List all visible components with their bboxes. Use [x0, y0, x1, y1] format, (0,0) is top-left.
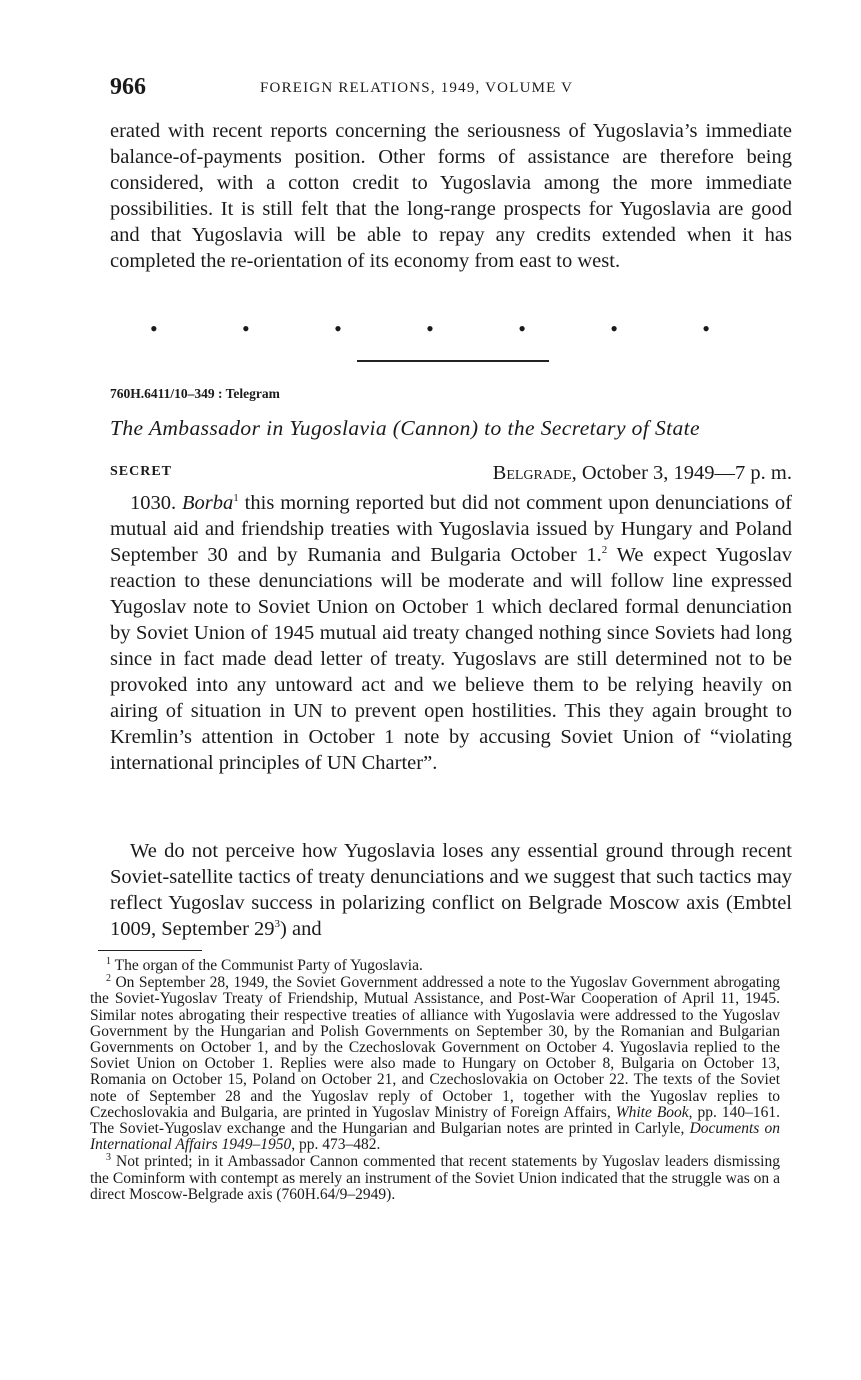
- ellipsis-dot: •: [518, 316, 526, 341]
- footnote-mark: 1: [106, 955, 111, 967]
- ellipsis-separator: [150, 316, 710, 342]
- ellipsis-dot: •: [426, 316, 434, 341]
- borba-title: Borba: [182, 492, 234, 514]
- citation-documents: Documents on International Affairs 1949–1950: [90, 1120, 780, 1154]
- footnote-ref-2[interactable]: 2: [601, 544, 608, 557]
- continuation-text: erated with recent reports concerning the seriousness of Yugoslavia’s immediate balance-of-payments position. Other forms of assistance are therefore being considered, with a cotton credit to Yugoslavia among the more immediate possibilities. It is still felt that the long-range prospects for Yugoslavia are good and that Yugoslavia will be able to repay any credits extended when it has completed the re-orientation of its economy from east to west.: [110, 120, 792, 272]
- paragraph-text: ) and: [280, 918, 322, 940]
- telegram-paragraph-1: [110, 490, 792, 776]
- footnote-rule: [98, 950, 202, 951]
- paragraph-text: We do not perceive how Yugoslavia loses any essential ground through recent Soviet-satellite tactics of treaty denunciations and we suggest that such tactics may reflect Yugoslav success in polarizing conflict on Belgrade Moscow axis (Embtel 1009, September 29: [110, 840, 792, 940]
- ellipsis-dot: •: [702, 316, 710, 341]
- footnote-1: [90, 955, 780, 974]
- footnote-text: Not printed; in it Ambassador Cannon commented that recent statements by Yugoslav leaders dismissing the Cominform with contempt as merely an instrument of the Soviet Union indicated that the struggle was on a direct Moscow-Belgrade axis (760H.64/9–2949).: [90, 1153, 780, 1203]
- document-title: The Ambassador in Yugoslavia (Cannon) to the Secretary of State: [110, 416, 700, 440]
- running-head: FOREIGN RELATIONS, 1949, VOLUME V: [260, 80, 574, 96]
- document-file-number: 760H.6411/10–349 : Telegram: [110, 386, 280, 401]
- ellipsis-dot: •: [610, 316, 618, 341]
- footnote-text: The organ of the Communist Party of Yugoslavia.: [111, 957, 423, 974]
- footnote-text: , pp. 473–482.: [291, 1136, 381, 1154]
- footnote-mark: 3: [106, 1152, 111, 1164]
- place: Belgrade,: [492, 462, 577, 484]
- page-number: 966: [110, 74, 146, 100]
- footnote-text: , pp. 140–161. The Soviet-Yugoslav exchange and the Hungarian and Bulgarian notes are printed in Carlyle,: [90, 1103, 781, 1138]
- place-date-line: [493, 462, 792, 485]
- telegram-number: 1030.: [130, 492, 183, 514]
- paragraph-text: this morning reported but did not comment upon denunciations of mutual aid and friendship treaties with Yugoslavia issued by Hungary and Poland September 30 and by Rumania and Bulgaria October 1.: [110, 492, 792, 566]
- telegram-paragraph-2: [110, 838, 792, 942]
- footnotes: [90, 955, 781, 1204]
- ellipsis-dot: •: [334, 316, 342, 341]
- citation-white-book: White Book: [615, 1103, 689, 1121]
- page-header: [110, 70, 800, 110]
- footnote-ref-3[interactable]: 3: [274, 918, 281, 931]
- date: October 3, 1949—7 p. m.: [576, 462, 792, 484]
- section-divider: [357, 360, 549, 362]
- footnote-ref-1[interactable]: 1: [233, 492, 239, 505]
- footnote-2: [90, 975, 780, 1153]
- ellipsis-dot: •: [150, 316, 158, 341]
- classification-label: SECRET: [110, 464, 173, 479]
- footnote-text: On September 28, 1949, the Soviet Government addressed a note to the Yugoslav Government abrogating the Soviet-Yugoslav Treaty of Friendship, Mutual Assistance, and Post-War Cooperation of April 11, 1945. Similar notes abrogating their respective treaties of alliance with Yugoslavia were addressed to the Yugoslav Government by the Hungarian and Polish Governments on September 30, by the Romanian and Bulgarian Governments on October 1, and by the Czechoslovak Government on October 4. Yugoslavia replied to the Soviet Union on October 1. Replies were also made to Hungary on October 8, Bulgaria on October 13, Romania on October 15, Poland on October 21, and Czechoslovakia on October 22. The texts of the Soviet note of September 28 and the Yugoslav reply of October 1, together with the Yugoslav replies to Czechoslovakia and Bulgaria, are printed in Yugoslav Ministry of Foreign Affairs,: [90, 974, 780, 1121]
- footnote-mark: 2: [106, 973, 111, 985]
- paragraph-text: We expect Yugoslav reaction to these denunciations will be moderate and will follow line expressed Yugoslav note to Soviet Union on October 1 which declared formal denunciation by Soviet Union of 1945 mutual aid treaty changed nothing since Soviets had long since in fact made dead letter of treaty. Yugoslavs are still determined not to be provoked into any untoward act and we believe them to be relying heavily on airing of situation in UN to prevent open hostilities. This they again brought to Kremlin’s attention in October 1 note by accusing Soviet Union of “violating international principles of UN Charter”.: [110, 544, 792, 774]
- continuation-paragraph: [110, 118, 792, 274]
- ellipsis-dot: •: [242, 316, 250, 341]
- footnote-3: [90, 1154, 780, 1203]
